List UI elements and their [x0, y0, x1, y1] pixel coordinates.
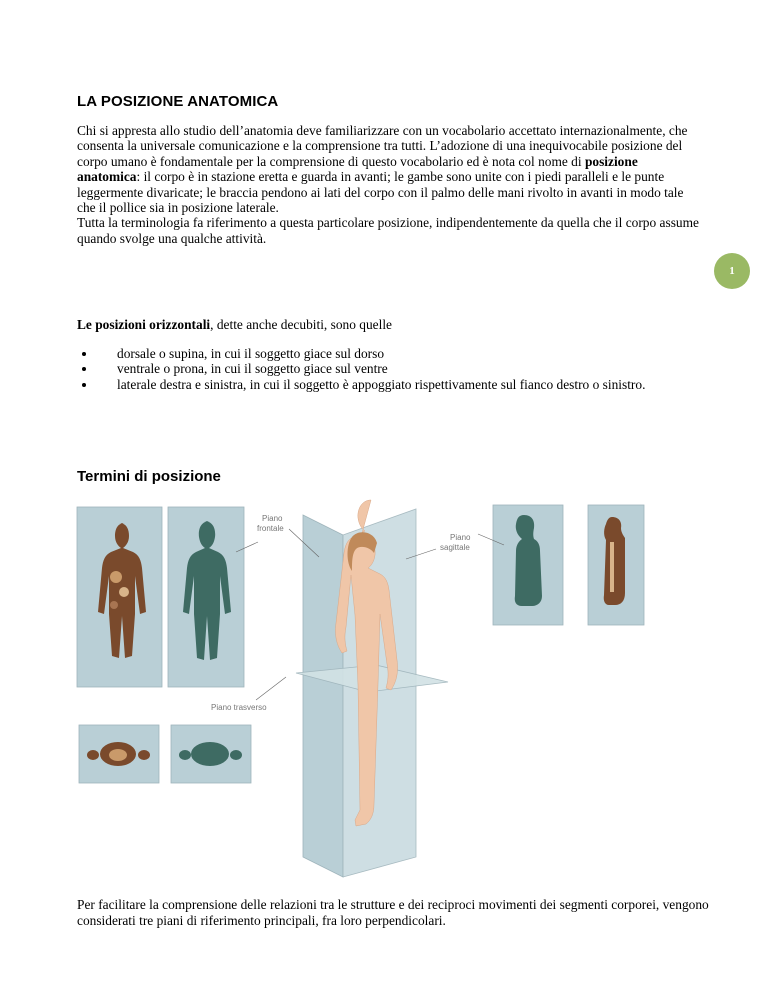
bullet-dot: [82, 367, 86, 371]
list-item-text: laterale destra e sinistra, in cui il soggetto è appoggiato rispettivamente sul fianco destro o sinistro.: [117, 376, 646, 392]
positions-list: [77, 346, 697, 392]
transverse-silhouette-panel: [171, 725, 251, 783]
label-transverse: Piano trasverso: [211, 703, 267, 712]
label-sagittal-1: Piano: [450, 533, 471, 542]
list-item: [77, 377, 697, 392]
page-number-badge: 1: [714, 253, 750, 289]
bullet-dot: [82, 383, 86, 387]
list-item: [77, 346, 697, 361]
horizontal-bold: Le posizioni orizzontali: [77, 317, 211, 332]
horizontal-rest: , dette anche decubiti, sono quelle: [210, 317, 392, 332]
section-subtitle: Termini di posizione: [77, 468, 221, 485]
label-frontal-1: Piano: [262, 514, 283, 523]
closing-paragraph: Per facilitare la comprensione delle relazioni tra le strutture e dei reciproci movimenti dei segmenti corporei, vengono considerati tre piani di riferimento principali, fra loro perpendicolari.: [77, 897, 709, 928]
sagittal-silhouette-panel: [478, 505, 563, 625]
intro-text-1: Chi si appresta allo studio dell’anatomia deve familiarizzare con un vocabolario accettato internazionalmente, che consenta la universale comunicazione e la comprensione tra tutti. L’adozione di una inequivocabile posizione del corpo umano è fondamentale per la comprensione di questo vocabolario ed è nota col nome di: [77, 123, 688, 169]
intro-bold-term: posizione anatomica: [77, 153, 638, 185]
frontal-mri-panel: [77, 507, 162, 687]
sagittal-mri-panel: [588, 505, 644, 625]
horizontal-positions-intro: [77, 317, 392, 333]
list-item-text: ventrale o prona, in cui il soggetto giace sul ventre: [117, 361, 388, 377]
list-item-text: dorsale o supina, in cui il soggetto giace sul dorso: [117, 346, 385, 361]
anatomical-planes-figure: [76, 497, 676, 892]
bullet-dot: [82, 352, 86, 356]
page-title: LA POSIZIONE ANATOMICA: [77, 93, 279, 110]
label-frontal-2: frontale: [257, 524, 284, 533]
intro-paragraph: [77, 123, 702, 246]
intro-text-3: Tutta la terminologia fa riferimento a questa particolare posizione, indipendentemente da quella che il corpo assume quando svolge una qualche attività.: [77, 215, 699, 246]
list-item: [77, 361, 697, 376]
intro-text-2: : il corpo è in stazione eretta e guarda in avanti; le gambe sono unite con i piedi paralleli e le punte leggermente divaricate; le braccia pendono ai lati del corpo con il palmo delle mani rivolto in avanti in modo tale che il pollice sia in posizione laterale.: [77, 169, 684, 216]
frontal-silhouette-panel: [168, 507, 258, 687]
label-sagittal-2: sagittale: [440, 543, 470, 552]
transverse-mri-panel: [79, 725, 159, 783]
central-body-planes: [211, 500, 471, 877]
